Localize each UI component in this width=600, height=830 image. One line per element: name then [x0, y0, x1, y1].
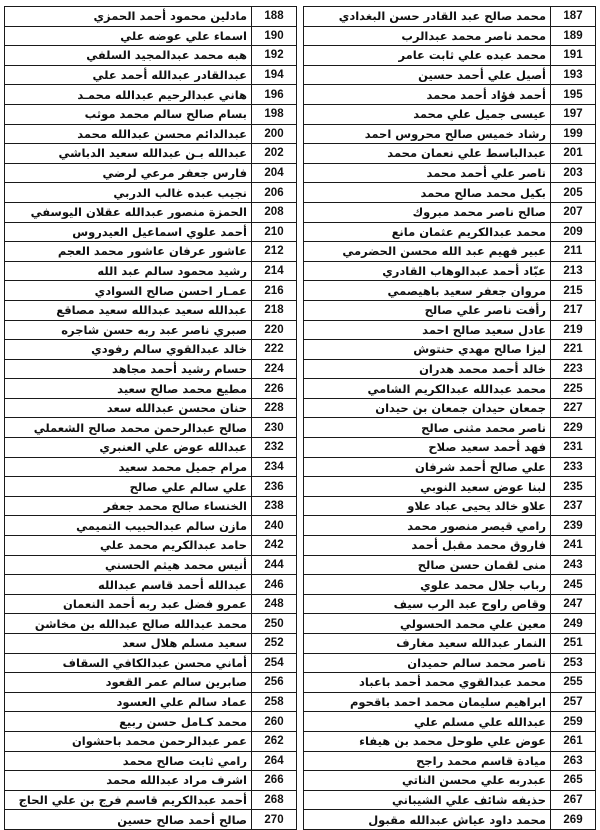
row-number: 264 [252, 751, 297, 771]
person-name: صالح ناصر محمد مبروك [304, 202, 551, 222]
person-name: خالد أحمد محمد هدران [304, 359, 551, 379]
person-name: اشرف مراد عبدالله محمد [5, 771, 252, 791]
table-row [5, 359, 297, 379]
table-row [304, 634, 596, 654]
row-number: 235 [551, 477, 596, 497]
row-number: 233 [551, 457, 596, 477]
person-name: النمار عبدالله سعيد مغارف [304, 634, 551, 654]
row-number: 191 [551, 46, 596, 66]
name-list-grid [4, 6, 596, 830]
table-row [304, 516, 596, 536]
person-name: بسام صالح سالم محمد موثب [5, 104, 252, 124]
row-number: 193 [551, 65, 596, 85]
table-row [304, 104, 596, 124]
person-name: حسام رشيد أحمد مجاهد [5, 359, 252, 379]
table-row [304, 614, 596, 634]
person-name: عبّاد أحمد عبدالوهاب القادري [304, 261, 551, 281]
table-row [5, 281, 297, 301]
person-name: محمد عبدالله عبدالكريم الشامي [304, 379, 551, 399]
person-name: عبدالله بـن عبدالله سعيد الدباشي [5, 144, 252, 164]
person-name: أنيس محمد هيثم الحسني [5, 555, 252, 575]
row-number: 190 [252, 26, 297, 46]
table-row [5, 300, 297, 320]
table-row [304, 418, 596, 438]
table-row [304, 575, 596, 595]
person-name: أحمد فؤاد أحمد محمد [304, 85, 551, 105]
row-number: 197 [551, 104, 596, 124]
table-row [5, 222, 297, 242]
table-row [5, 26, 297, 46]
person-name: الخنساء صالح محمد جعفر [5, 496, 252, 516]
person-name: ليزا صالح مهدي حنتوش [304, 340, 551, 360]
table-row [5, 379, 297, 399]
table-row [5, 124, 297, 144]
person-name: وقاص راوح عبد الرب سيف [304, 594, 551, 614]
row-number: 265 [551, 771, 596, 791]
person-name: محمد عبده علي ثابت عامر [304, 46, 551, 66]
row-number: 259 [551, 712, 596, 732]
table-row [5, 46, 297, 66]
row-number: 205 [551, 183, 596, 203]
row-number: 255 [551, 673, 596, 693]
row-number: 192 [252, 46, 297, 66]
row-number: 219 [551, 320, 596, 340]
person-name: عمرو فضل عبد ربه أحمد النعمان [5, 594, 252, 614]
table-row [304, 536, 596, 556]
person-name: صابرين سالم عمر القعود [5, 673, 252, 693]
table-row [304, 124, 596, 144]
table-row [5, 536, 297, 556]
row-number: 223 [551, 359, 596, 379]
person-name: فهد أحمد سعيد صلاح [304, 438, 551, 458]
row-number: 268 [252, 790, 297, 810]
row-number: 213 [551, 261, 596, 281]
person-name: عوض علي طوحل محمد بن هيفاء [304, 731, 551, 751]
table-row [304, 438, 596, 458]
row-number: 211 [551, 242, 596, 262]
table-row [5, 673, 297, 693]
person-name: جمعان حيدان جمعان بن حيدان [304, 398, 551, 418]
row-number: 227 [551, 398, 596, 418]
table-row [304, 712, 596, 732]
row-number: 200 [252, 124, 297, 144]
table-row [5, 418, 297, 438]
row-number: 237 [551, 496, 596, 516]
person-name: محمد عبدالكريم عثمان مانع [304, 222, 551, 242]
table-row [5, 614, 297, 634]
person-name: علي سالم علي صالح [5, 477, 252, 497]
person-name: محمد كـامل حسن ربيع [5, 712, 252, 732]
person-name: صالح عبدالرحمن محمد صالح الشعملي [5, 418, 252, 438]
table-row [5, 810, 297, 830]
table-row [304, 261, 596, 281]
left-column-table [4, 6, 297, 830]
table-row [304, 242, 596, 262]
row-number: 203 [551, 163, 596, 183]
table-row [5, 457, 297, 477]
table-row [304, 379, 596, 399]
table-row [304, 555, 596, 575]
table-row [304, 65, 596, 85]
person-name: ناصر علي أحمد محمد [304, 163, 551, 183]
person-name: لبنا عوض سعيد النوبي [304, 477, 551, 497]
table-row [304, 202, 596, 222]
left-column-body [5, 7, 297, 830]
table-row [5, 340, 297, 360]
row-number: 216 [252, 281, 297, 301]
person-name: عمر عبدالرحمن محمد باحشوان [5, 731, 252, 751]
person-name: محمد عبدالله صالح عبدالله بن مخاشن [5, 614, 252, 634]
person-name: عبدالله أحمد قاسم عبدالله [5, 575, 252, 595]
person-name: عمـار احسن صالح السوادي [5, 281, 252, 301]
table-row [304, 751, 596, 771]
person-name: حنان محسن عبدالله سعد [5, 398, 252, 418]
row-number: 226 [252, 379, 297, 399]
row-number: 206 [252, 183, 297, 203]
row-number: 254 [252, 653, 297, 673]
row-number: 195 [551, 85, 596, 105]
table-row [304, 281, 596, 301]
person-name: بكيل محمد صالح محمد [304, 183, 551, 203]
table-row [304, 183, 596, 203]
person-name: رشيد محمود سالم عبد الله [5, 261, 252, 281]
table-row [304, 163, 596, 183]
table-row [5, 771, 297, 791]
table-row [5, 555, 297, 575]
row-number: 188 [252, 7, 297, 27]
row-number: 242 [252, 536, 297, 556]
table-row [304, 46, 596, 66]
row-number: 253 [551, 653, 596, 673]
row-number: 269 [551, 810, 596, 830]
table-row [304, 594, 596, 614]
row-number: 251 [551, 634, 596, 654]
person-name: فارس جعفر مرعي لرضي [5, 163, 252, 183]
table-row [5, 634, 297, 654]
person-name: فاروق محمد مقبل أحمد [304, 536, 551, 556]
row-number: 220 [252, 320, 297, 340]
table-row [304, 222, 596, 242]
row-number: 258 [252, 692, 297, 712]
person-name: علاو خالد يحيى عباد علاو [304, 496, 551, 516]
person-name: عاشور عرفان عاشور محمد العجم [5, 242, 252, 262]
row-number: 240 [252, 516, 297, 536]
row-number: 249 [551, 614, 596, 634]
person-name: عبدالله عوض علي العنبري [5, 438, 252, 458]
person-name: ناصر محمد مثنى صالح [304, 418, 551, 438]
row-number: 239 [551, 516, 596, 536]
row-number: 228 [252, 398, 297, 418]
table-row [304, 731, 596, 751]
person-name: محمد ناصر محمد عبدالرب [304, 26, 551, 46]
person-name: عبير فهيم عبد الله محسن الحضرمي [304, 242, 551, 262]
row-number: 209 [551, 222, 596, 242]
person-name: عيسى جميل علي محمد [304, 104, 551, 124]
person-name: حذيفه شائف علي الشيباني [304, 790, 551, 810]
table-row [304, 26, 596, 46]
person-name: منى لقمان حسن صالح [304, 555, 551, 575]
person-name: حامد عبدالكريم محمد علي [5, 536, 252, 556]
person-name: عبدالله علي مسلم علي [304, 712, 551, 732]
table-row [5, 751, 297, 771]
row-number: 218 [252, 300, 297, 320]
person-name: عبدالقادر عبدالله أحمد علي [5, 65, 252, 85]
row-number: 243 [551, 555, 596, 575]
table-row [304, 477, 596, 497]
table-row [5, 7, 297, 27]
person-name: رأفت ناصر علي صالح [304, 300, 551, 320]
row-number: 267 [551, 790, 596, 810]
row-number: 224 [252, 359, 297, 379]
table-row [304, 653, 596, 673]
table-row [5, 653, 297, 673]
person-name: هاني عبدالرحيم عبدالله محمـد [5, 85, 252, 105]
table-row [5, 496, 297, 516]
row-number: 194 [252, 65, 297, 85]
row-number: 244 [252, 555, 297, 575]
person-name: هبه محمد عبدالمجيد السلفي [5, 46, 252, 66]
row-number: 250 [252, 614, 297, 634]
person-name: رباب جلال محمد علوي [304, 575, 551, 595]
person-name: ميادة قاسم محمد راجح [304, 751, 551, 771]
person-name: مازن سالم عبدالحبيب التميمي [5, 516, 252, 536]
person-name: ابراهيم سليمان محمد احمد باقحوم [304, 692, 551, 712]
table-row [5, 438, 297, 458]
table-row [5, 163, 297, 183]
table-row [5, 692, 297, 712]
table-row [304, 771, 596, 791]
row-number: 232 [252, 438, 297, 458]
page-bottom-edge [0, 792, 600, 798]
table-row [304, 457, 596, 477]
table-row [5, 183, 297, 203]
person-name: عبدالله سعيد عبدالله سعيد مصاقع [5, 300, 252, 320]
table-row [5, 202, 297, 222]
name-list-page [4, 6, 596, 830]
table-row [5, 477, 297, 497]
table-row [5, 398, 297, 418]
table-row [304, 300, 596, 320]
table-row [5, 85, 297, 105]
table-row [5, 144, 297, 164]
person-name: عبدالدائم محسن عبدالله محمد [5, 124, 252, 144]
person-name: صبري ناصر عبد ربه حسن شاجره [5, 320, 252, 340]
person-name: عبدالباسط علي نعمان محمد [304, 144, 551, 164]
table-row [304, 144, 596, 164]
row-number: 204 [252, 163, 297, 183]
person-name: أصيل علي أحمد حسين [304, 65, 551, 85]
person-name: خالد عبدالقوي سالم رفودي [5, 340, 252, 360]
row-number: 222 [252, 340, 297, 360]
person-name: رشاد خميس صالح محروس احمد [304, 124, 551, 144]
row-number: 248 [252, 594, 297, 614]
row-number: 260 [252, 712, 297, 732]
table-row [5, 731, 297, 751]
row-number: 234 [252, 457, 297, 477]
row-number: 257 [551, 692, 596, 712]
table-row [304, 359, 596, 379]
row-number: 207 [551, 202, 596, 222]
row-number: 199 [551, 124, 596, 144]
table-row [5, 575, 297, 595]
person-name: معين علي محمد الحسولي [304, 614, 551, 634]
row-number: 238 [252, 496, 297, 516]
person-name: عماد سالم علي العسود [5, 692, 252, 712]
person-name: سعيد مسلم هلال سعد [5, 634, 252, 654]
person-name: أحمد عبدالكريم قاسم فرج بن علي الحاج [5, 790, 252, 810]
person-name: نجيب عبده غالب الدربي [5, 183, 252, 203]
row-number: 198 [252, 104, 297, 124]
person-name: صالح أحمد صالح حسين [5, 810, 252, 830]
row-number: 208 [252, 202, 297, 222]
table-row [304, 320, 596, 340]
row-number: 261 [551, 731, 596, 751]
person-name: علي صالح أحمد شرفان [304, 457, 551, 477]
table-row [5, 516, 297, 536]
row-number: 210 [252, 222, 297, 242]
row-number: 263 [551, 751, 596, 771]
row-number: 229 [551, 418, 596, 438]
person-name: محمد عبدالقوي محمد أحمد باعباد [304, 673, 551, 693]
row-number: 214 [252, 261, 297, 281]
table-row [5, 104, 297, 124]
row-number: 247 [551, 594, 596, 614]
row-number: 221 [551, 340, 596, 360]
person-name: رامي قيصر منصور محمد [304, 516, 551, 536]
row-number: 215 [551, 281, 596, 301]
table-row [304, 673, 596, 693]
row-number: 266 [252, 771, 297, 791]
row-number: 252 [252, 634, 297, 654]
row-number: 202 [252, 144, 297, 164]
row-number: 189 [551, 26, 596, 46]
table-row [5, 320, 297, 340]
person-name: محمد داود عياش عبدالله مقبول [304, 810, 551, 830]
table-row [5, 261, 297, 281]
table-row [5, 712, 297, 732]
row-number: 241 [551, 536, 596, 556]
person-name: عبدربه علي محسن الناتي [304, 771, 551, 791]
row-number: 196 [252, 85, 297, 105]
person-name: ناصر محمد سالم حميدان [304, 653, 551, 673]
table-row [304, 7, 596, 27]
table-row [304, 810, 596, 830]
row-number: 212 [252, 242, 297, 262]
row-number: 246 [252, 575, 297, 595]
person-name: الحمزة منصور عبدالله عقلان اليوسفي [5, 202, 252, 222]
row-number: 187 [551, 7, 596, 27]
table-row [304, 692, 596, 712]
person-name: عادل سعيد صالح احمد [304, 320, 551, 340]
row-number: 256 [252, 673, 297, 693]
person-name: أحمد علوي اسماعيل العيدروس [5, 222, 252, 242]
person-name: مروان جعفر سعيد باهيصمي [304, 281, 551, 301]
table-row [304, 398, 596, 418]
table-row [304, 85, 596, 105]
person-name: اسماء علي عوضه علي [5, 26, 252, 46]
row-number: 245 [551, 575, 596, 595]
table-row [5, 65, 297, 85]
person-name: مرام جميل محمد سعيد [5, 457, 252, 477]
right-column-body [304, 7, 596, 830]
person-name: أماني محسن عبدالكافي السقاف [5, 653, 252, 673]
person-name: رامي ثابت صالح محمد [5, 751, 252, 771]
table-row [5, 242, 297, 262]
row-number: 262 [252, 731, 297, 751]
row-number: 231 [551, 438, 596, 458]
row-number: 217 [551, 300, 596, 320]
row-number: 236 [252, 477, 297, 497]
right-column-table [303, 6, 596, 830]
row-number: 225 [551, 379, 596, 399]
table-row [5, 594, 297, 614]
person-name: مطيع محمد صالح سعيد [5, 379, 252, 399]
row-number: 270 [252, 810, 297, 830]
table-row [304, 496, 596, 516]
table-row [304, 340, 596, 360]
person-name: مادلين محمود أحمد الحمزي [5, 7, 252, 27]
person-name: محمد صالح عبد القادر حسن البغدادي [304, 7, 551, 27]
row-number: 230 [252, 418, 297, 438]
row-number: 201 [551, 144, 596, 164]
